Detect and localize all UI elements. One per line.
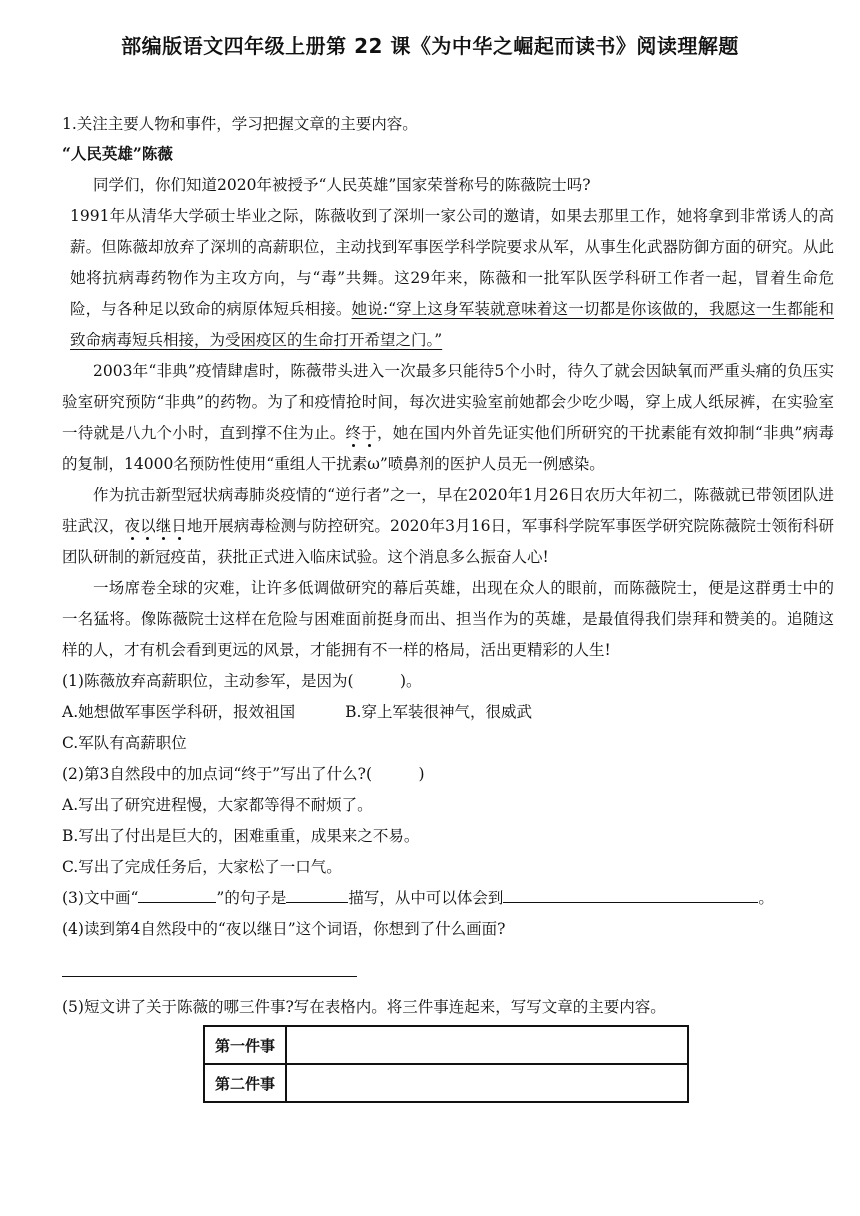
row-label: 第二件事 <box>204 1064 286 1102</box>
events-table <box>203 1025 689 1103</box>
answer-line-q4[interactable] <box>62 975 357 977</box>
answer-cell[interactable] <box>286 1026 688 1064</box>
option-c: C.军队有高薪职位 <box>62 734 187 752</box>
dotted-word-zhongyu: 终于 <box>345 424 377 442</box>
question-intro: 1.关注主要人物和事件，学习把握文章的主要内容。 <box>62 115 418 133</box>
article-paragraph-4 <box>62 480 834 573</box>
question-2: (2)第3自然段中的加点词“终于”写出了什么?( ) <box>62 765 425 783</box>
question-2-option-c: C.写出了完成任务后，大家松了一口气。 <box>62 858 342 876</box>
question-4: (4)读到第4自然段中的“夜以继日”这个词语，你想到了什么画面? <box>62 920 506 938</box>
question-1: (1)陈薇放弃高薪职位，主动参军，是因为( )。 <box>62 672 422 690</box>
answer-cell[interactable] <box>286 1064 688 1102</box>
answer-blank-3[interactable] <box>503 887 758 903</box>
dotted-word-yeyijiri: 夜以继日 <box>124 517 187 535</box>
option-a: A.她想做军事医学科研，报效祖国 <box>62 703 296 721</box>
page-title: 部编版语文四年级上册第 22 课《为中华之崛起而读书》阅读理解题 <box>121 34 739 58</box>
paragraph-4-text-b: 地开展病毒检测与防控研究。2020年3月16日，军事科学院军事医学研究院陈薇院士领衔科研团队研制的新冠疫苗，获批正式进入临床试验。这个消息多么振奋人心! <box>62 517 834 566</box>
underlined-quote: 她说:“穿上这身军装就意味着这一切都是你该做的，我愿这一生都能和致命病毒短兵相接，为受困疫区的生命打开希望之门。” <box>70 300 834 349</box>
article-paragraph-5: 一场席卷全球的灾难，让许多低调做研究的幕后英雄，出现在众人的眼前，而陈薇院士，便是这群勇士中的一名猛将。像陈薇院士这样在危险与困难面前挺身而出、担当作为的英雄，是最值得我们崇拜和赞美的。追随这样的人，才有机会看到更远的风景，才能拥有不一样的格局，活出更精彩的人生! <box>62 579 834 659</box>
question-1-options-ab <box>62 697 834 728</box>
option-b: B.穿上军装很神气，很威武 <box>345 703 532 721</box>
article-paragraph-1: 同学们，你们知道2020年被授予“人民英雄”国家荣誉称号的陈薇院士吗? <box>93 176 591 194</box>
article-paragraph-2 <box>62 201 834 356</box>
table-row <box>204 1026 688 1064</box>
question-3: (3)文中画“ ”的句子是 描写，从中可以体会到 。 <box>62 889 774 907</box>
worksheet-body <box>62 110 834 1103</box>
answer-blank-1[interactable] <box>138 887 216 903</box>
question-5: (5)短文讲了关于陈薇的哪三件事?写在表格内。将三件事连起来，写写文章的主要内容。 <box>62 998 666 1016</box>
paragraph-3-text-a: 2003年“非典”疫情肆虐时，陈薇带头进入一次最多只能待5个小时，待久了就会因缺氧而严重头痛的负压实验室研究预防“非典”的药物。为了和疫情抢时间，每次进实验室前她都会少吃少喝，穿上成人纸尿裤，在实验室一待就是八九个小时，直到撑不住为止。 <box>62 362 834 442</box>
row-label: 第一件事 <box>204 1026 286 1064</box>
answer-blank-2[interactable] <box>286 887 348 903</box>
paragraph-2-text: 1991年从清华大学硕士毕业之际，陈薇收到了深圳一家公司的邀请，如果去那里工作，她将拿到非常诱人的高薪。但陈薇却放弃了深圳的高薪职位，主动找到军事医学科学院要求从军，从事生化武器防御方面的研究。从此她将抗病毒药物作为主攻方向，与“毒”共舞。这29年来，陈薇和一批军队医学科研工作者一起，冒着生命危险，与各种足以致命的病原体短兵相接。 <box>70 207 834 318</box>
table-row <box>204 1064 688 1102</box>
article-heading: “人民英雄”陈薇 <box>62 144 173 163</box>
paragraph-3-text-b: ，她在国内外首先证实他们所研究的干扰素能有效抑制“非典”病毒的复制，14000名预防性使用“重组人干扰素ω”喷鼻剂的医护人员无一例感染。 <box>62 424 834 473</box>
paragraph-4-text-a: 作为抗击新型冠状病毒肺炎疫情的“逆行者”之一，早在2020年1月26日农历大年初二，陈薇就已带领团队进驻武汉， <box>62 486 834 535</box>
question-2-option-a: A.写出了研究进程慢，大家都等得不耐烦了。 <box>62 796 373 814</box>
article-paragraph-3 <box>62 356 834 480</box>
question-2-option-b: B.写出了付出是巨大的，困难重重，成果来之不易。 <box>62 827 420 845</box>
